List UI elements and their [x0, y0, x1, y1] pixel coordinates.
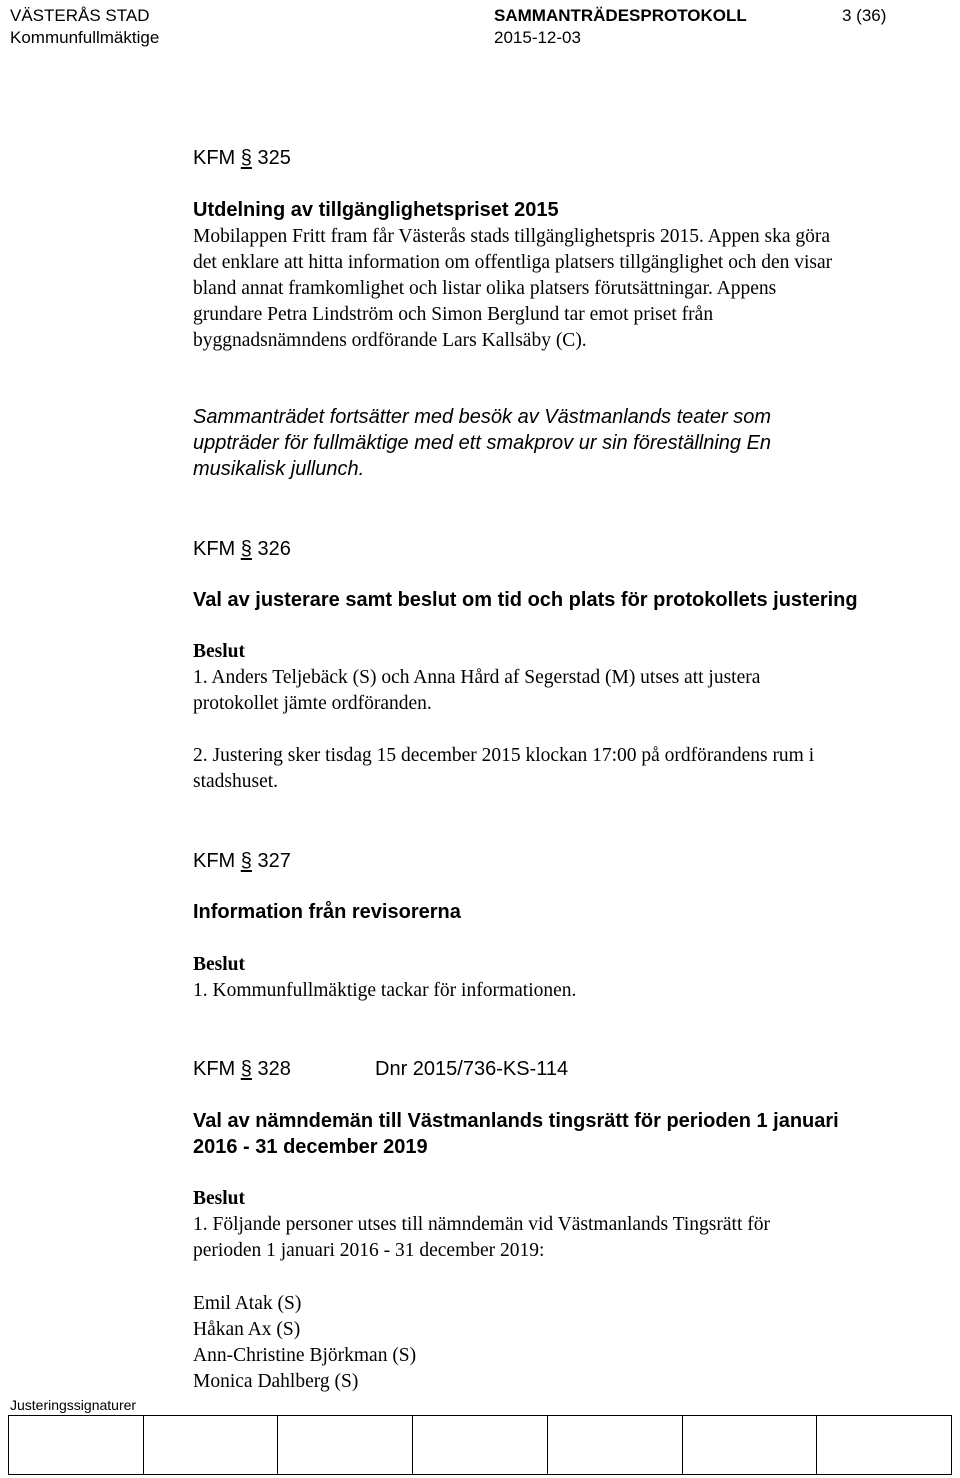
- kfm-325-paragraph: [193, 224, 832, 354]
- kfm-326-item-2: [193, 743, 814, 795]
- kfm-number: 325: [257, 147, 291, 169]
- signature-cell: [278, 1416, 413, 1474]
- paragraph-line: grundare Petra Lindström och Simon Berglund tar emot priset från: [193, 304, 714, 325]
- kfm-328-title: [193, 1108, 839, 1160]
- kfm-prefix: KFM: [193, 850, 236, 872]
- header-org: VÄSTERÅS STAD: [10, 6, 150, 25]
- kfm-327-heading: [193, 849, 291, 873]
- kfm-325-note: [193, 404, 771, 482]
- kfm-325-title: Utdelning av tillgänglighetspriset 2015: [193, 199, 559, 221]
- kfm-328-name-list: [193, 1291, 416, 1395]
- signature-box: [8, 1415, 952, 1475]
- item-line: perioden 1 januari 2016 - 31 december 2019:: [193, 1240, 545, 1261]
- item-line: stadshuset.: [193, 771, 279, 792]
- title-line: Val av nämndemän till Västmanlands tingsrätt för perioden 1 januari: [193, 1110, 839, 1132]
- kfm-328-heading: [193, 1057, 291, 1081]
- section-sign: §: [240, 538, 252, 560]
- signature-cell: [144, 1416, 279, 1474]
- list-item: Emil Atak (S): [193, 1293, 302, 1314]
- kfm-number: 327: [257, 850, 291, 872]
- paragraph-line: Mobilappen Fritt fram får Västerås stads tillgänglighetspris 2015. Appen ska göra: [193, 226, 831, 247]
- item-line: 1. Anders Teljebäck (S) och Anna Hård af Segerstad (M) utses att justera: [193, 667, 761, 688]
- list-item: Monica Dahlberg (S): [193, 1371, 359, 1392]
- title-line: 2016 - 31 december 2019: [193, 1136, 428, 1158]
- item-line: protokollet jämte ordföranden.: [193, 693, 432, 714]
- kfm-prefix: KFM: [193, 147, 236, 169]
- kfm-328-dnr: Dnr 2015/736-KS-114: [375, 1058, 569, 1080]
- kfm-327-item-1: 1. Kommunfullmäktige tackar för informationen.: [193, 980, 577, 1001]
- kfm-number: 326: [257, 538, 291, 560]
- kfm-327-title: Information från revisorerna: [193, 901, 461, 923]
- paragraph-line: byggnadsnämndens ordförande Lars Kallsäby (C).: [193, 330, 587, 351]
- kfm-328-beslut-label: Beslut: [193, 1188, 246, 1209]
- signature-cell: [683, 1416, 818, 1474]
- note-line: musikalisk jullunch.: [193, 458, 365, 480]
- header-doc-type: SAMMANTRÄDESPROTOKOLL: [494, 6, 747, 25]
- kfm-325-heading: [193, 146, 291, 170]
- signature-cell: [548, 1416, 683, 1474]
- section-sign: §: [240, 850, 252, 872]
- kfm-326-title: Val av justerare samt beslut om tid och plats för protokollets justering: [193, 589, 858, 611]
- signatures-label: Justeringssignaturer: [10, 1397, 137, 1413]
- list-item: Ann-Christine Björkman (S): [193, 1345, 417, 1366]
- note-line: Sammanträdet fortsätter med besök av Västmanlands teater som: [193, 406, 772, 428]
- item-line: 2. Justering sker tisdag 15 december 2015 klockan 17:00 på ordförandens rum i: [193, 745, 815, 766]
- note-line: uppträder för fullmäktige med ett smakprov ur sin föreställning En: [193, 432, 772, 454]
- kfm-326-item-1: [193, 665, 760, 717]
- list-item: Håkan Ax (S): [193, 1319, 301, 1340]
- kfm-327-beslut-label: Beslut: [193, 954, 246, 975]
- section-sign: §: [240, 147, 252, 169]
- kfm-prefix: KFM: [193, 1058, 236, 1080]
- paragraph-line: bland annat framkomlighet och listar olika platsers förutsättningar. Appens: [193, 278, 777, 299]
- header-date: 2015-12-03: [494, 28, 581, 47]
- paragraph-line: det enklare att hitta information om offentliga platsers tillgänglighet och den visar: [193, 252, 833, 273]
- kfm-326-heading: [193, 537, 291, 561]
- kfm-326-beslut-label: Beslut: [193, 641, 246, 662]
- kfm-328-item-1: [193, 1212, 770, 1264]
- header-page-number: 3 (36): [842, 6, 887, 25]
- kfm-number: 328: [257, 1058, 291, 1080]
- header-body: Kommunfullmäktige: [10, 28, 160, 47]
- signature-cell: [817, 1416, 951, 1474]
- signature-cell: [413, 1416, 548, 1474]
- signature-cell: [9, 1416, 144, 1474]
- section-sign: §: [240, 1058, 252, 1080]
- item-line: 1. Följande personer utses till nämndemän vid Västmanlands Tingsrätt för: [193, 1214, 770, 1235]
- kfm-prefix: KFM: [193, 538, 236, 560]
